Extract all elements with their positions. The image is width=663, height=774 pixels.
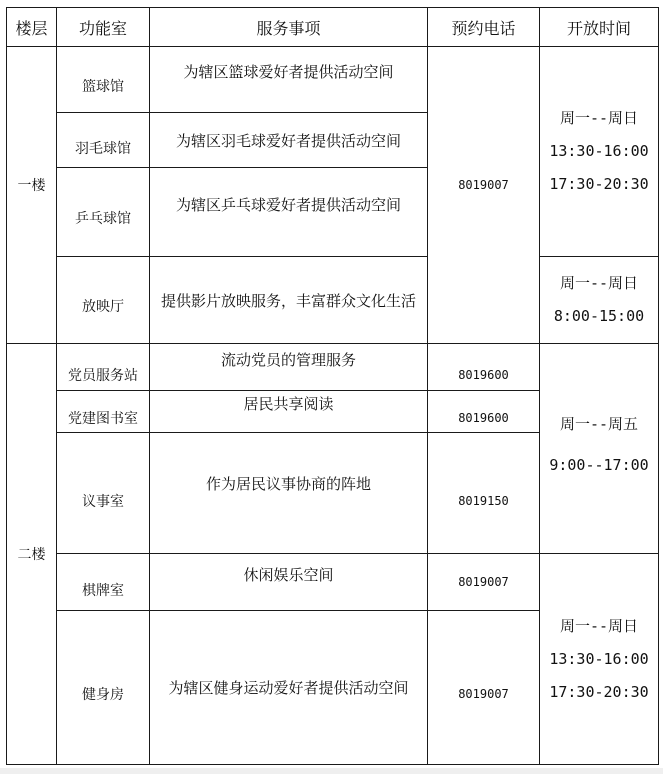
room-cinema: 放映厅 xyxy=(57,257,150,344)
header-row xyxy=(7,8,659,47)
header-service: 服务事项 xyxy=(150,8,428,47)
phone-chess: 8019007 xyxy=(428,554,540,611)
room-library: 党建图书室 xyxy=(57,391,150,433)
facility-schedule-table xyxy=(6,7,659,765)
header-phone: 预约电话 xyxy=(428,8,540,47)
floor-2-label: 二楼 xyxy=(7,344,57,765)
room-table-tennis: 乒乓球馆 xyxy=(57,168,150,257)
table-row xyxy=(7,257,659,344)
bottom-strip xyxy=(0,768,663,774)
hours-floor-2-weekday xyxy=(540,344,659,554)
hours-floor-1-cinema xyxy=(540,257,659,344)
room-badminton: 羽毛球馆 xyxy=(57,113,150,168)
header-room: 功能室 xyxy=(57,8,150,47)
service-gym: 为辖区健身运动爱好者提供活动空间 xyxy=(150,611,428,765)
table-row xyxy=(7,554,659,611)
room-chess: 棋牌室 xyxy=(57,554,150,611)
service-cinema: 提供影片放映服务，丰富群众文化生活 xyxy=(150,257,428,344)
hours-time-1: 13:30-16:00 xyxy=(549,142,649,160)
phone-gym: 8019007 xyxy=(428,611,540,765)
hours-days: 周一--周五 xyxy=(559,414,639,433)
phone-party-station: 8019600 xyxy=(428,344,540,391)
hours-time-1: 13:30-16:00 xyxy=(549,649,649,668)
header-hours: 开放时间 xyxy=(540,8,659,47)
hours-time-1: 8:00-15:00 xyxy=(553,307,645,325)
service-library: 居民共享阅读 xyxy=(150,391,428,433)
hours-floor-1-sports xyxy=(540,47,659,257)
service-basketball: 为辖区篮球爱好者提供活动空间 xyxy=(150,47,428,113)
room-gym: 健身房 xyxy=(57,611,150,765)
header-floor: 楼层 xyxy=(7,8,57,47)
room-basketball: 篮球馆 xyxy=(57,47,150,113)
table-row xyxy=(7,344,659,391)
hours-time-2: 17:30-20:30 xyxy=(549,682,649,701)
hours-days: 周一--周日 xyxy=(559,616,639,635)
hours-days: 周一--周日 xyxy=(559,274,639,292)
hours-days: 周一--周日 xyxy=(559,109,639,127)
service-party-station: 流动党员的管理服务 xyxy=(150,344,428,391)
hours-time-2: 17:30-20:30 xyxy=(549,175,649,193)
service-meeting: 作为居民议事协商的阵地 xyxy=(150,433,428,554)
floor-1-label: 一楼 xyxy=(7,47,57,344)
phone-floor-1: 8019007 xyxy=(428,47,540,344)
room-meeting: 议事室 xyxy=(57,433,150,554)
service-badminton: 为辖区羽毛球爱好者提供活动空间 xyxy=(150,113,428,168)
phone-meeting: 8019150 xyxy=(428,433,540,554)
phone-library: 8019600 xyxy=(428,391,540,433)
hours-floor-2-fitness xyxy=(540,554,659,765)
room-party-station: 党员服务站 xyxy=(57,344,150,391)
service-table-tennis: 为辖区乒乓球爱好者提供活动空间 xyxy=(150,168,428,257)
service-chess: 休闲娱乐空间 xyxy=(150,554,428,611)
table-row xyxy=(7,47,659,113)
hours-time-1: 9:00--17:00 xyxy=(549,455,649,474)
